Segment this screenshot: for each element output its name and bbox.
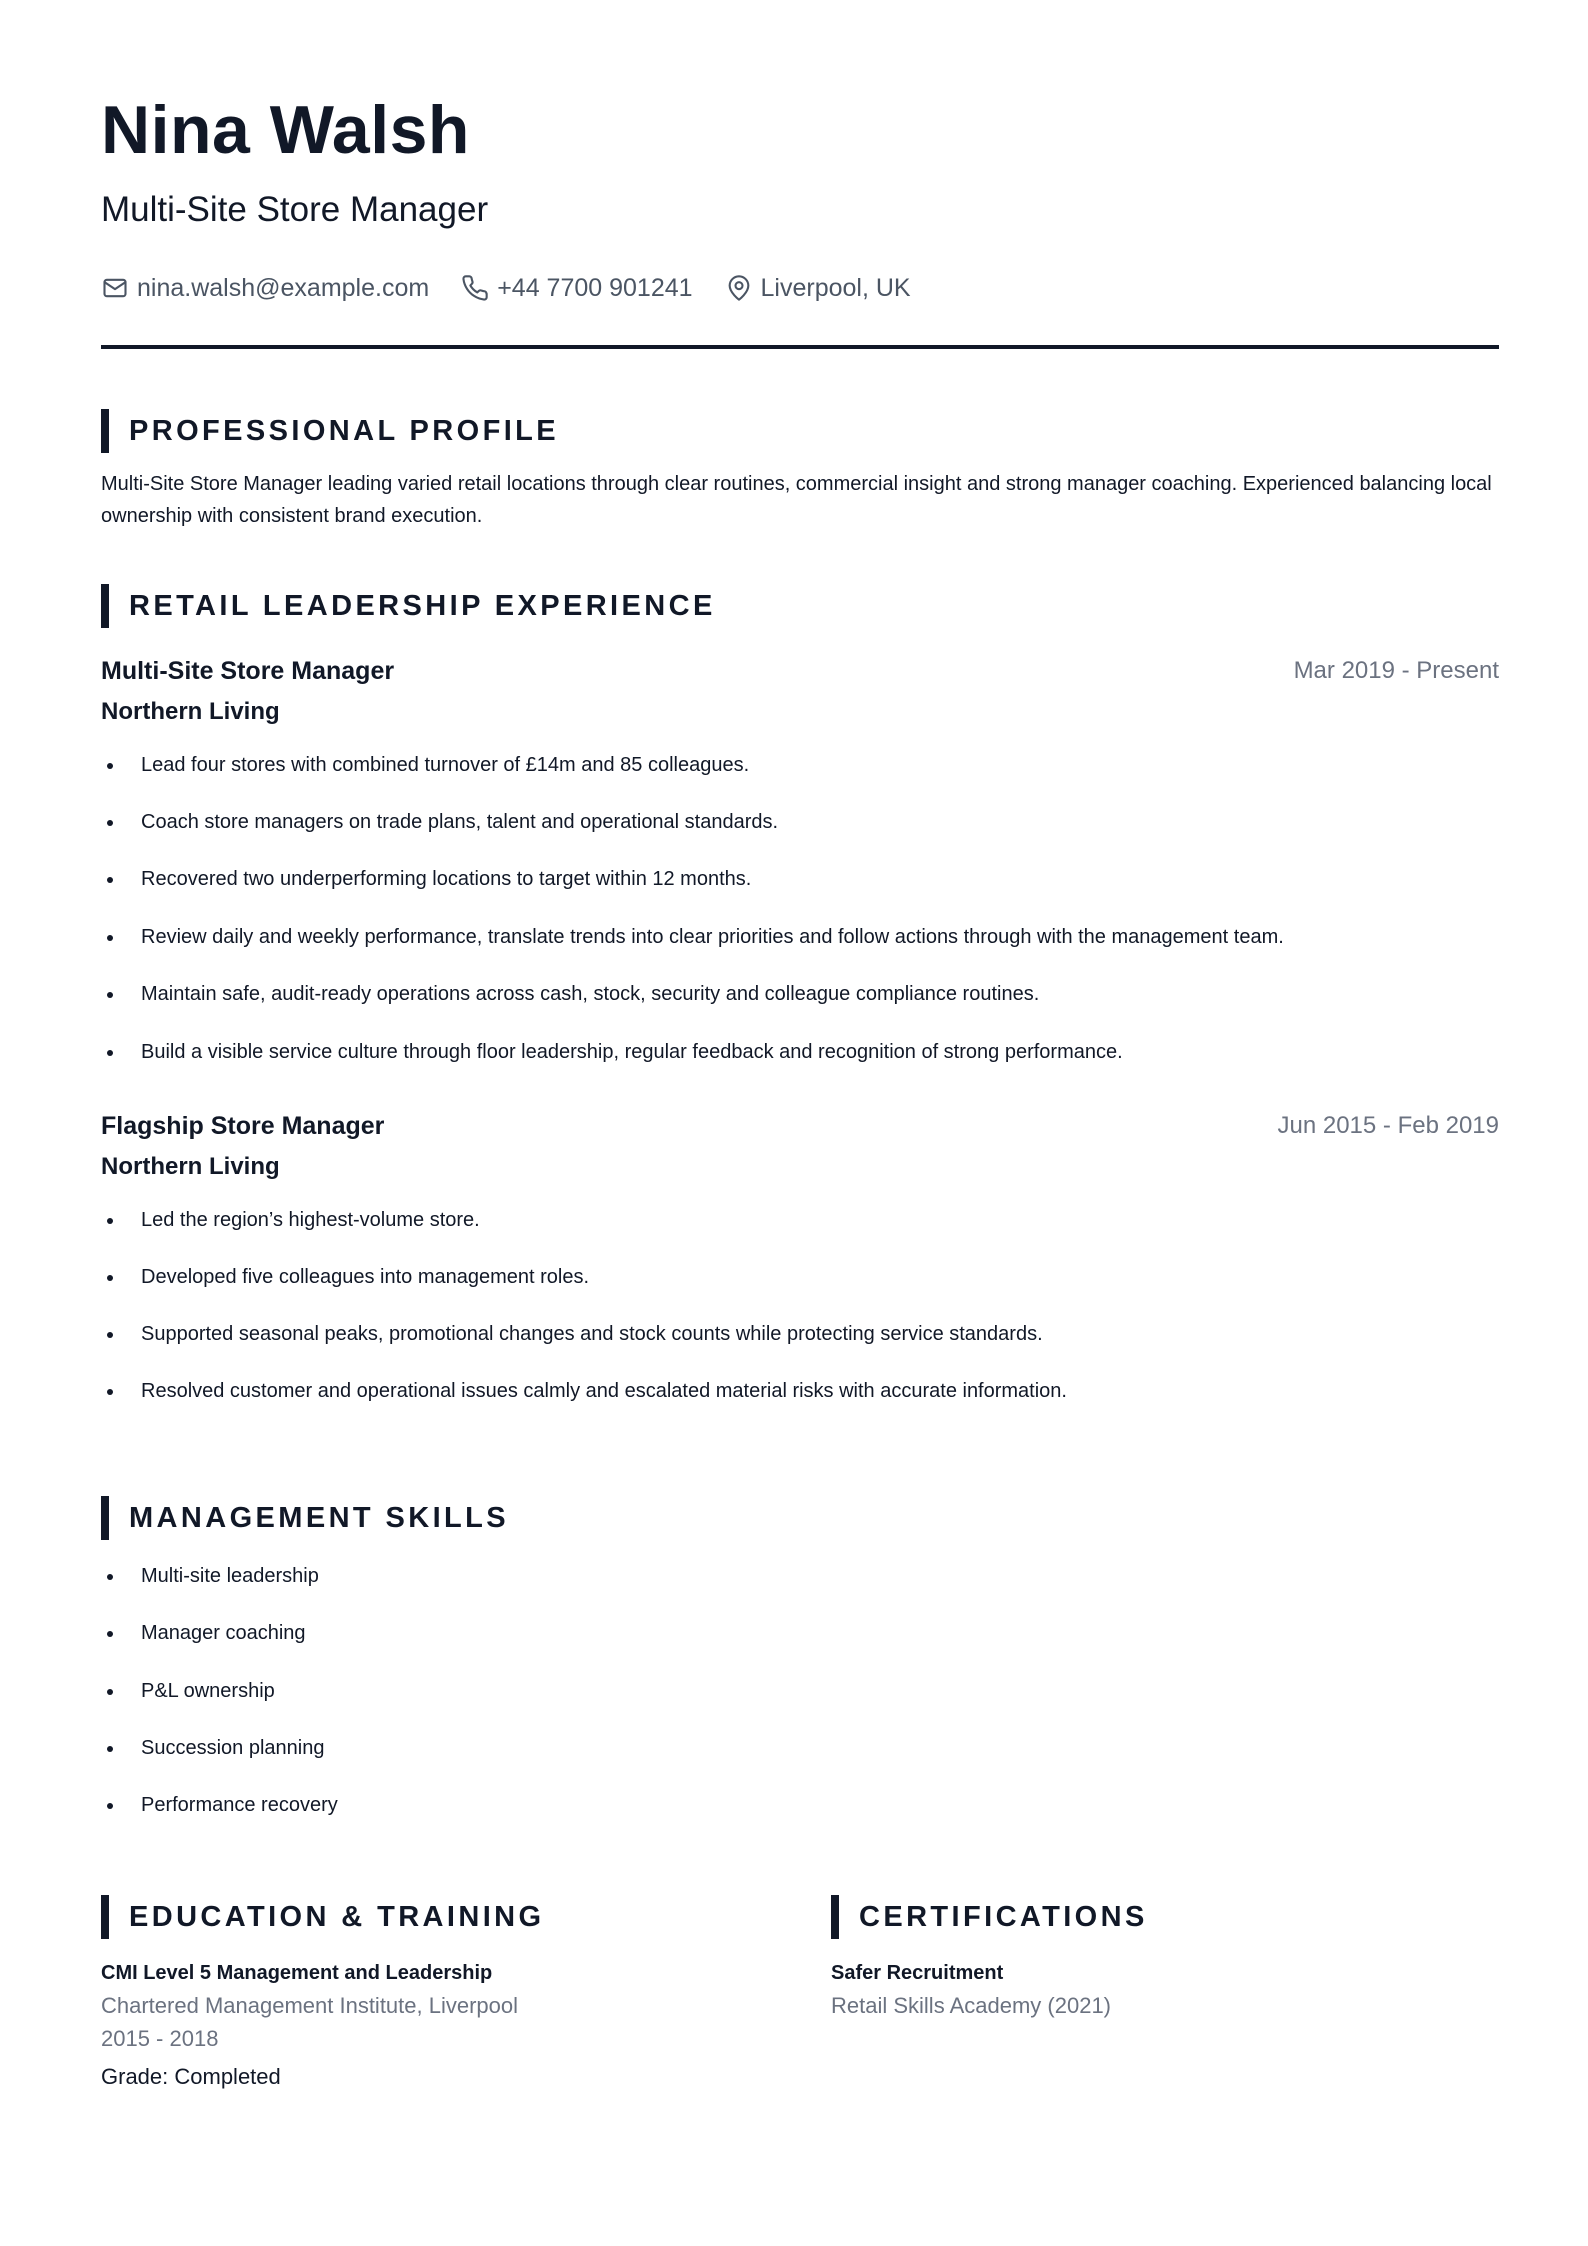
section-accent-bar — [101, 584, 109, 628]
education-degree: CMI Level 5 Management and Leadership — [101, 1962, 493, 1984]
section-title: MANAGEMENT SKILLS — [129, 1501, 510, 1534]
list-item: Review daily and weekly performance, translate trends into clear priorities and follow actions through with the management team. — [101, 923, 1284, 951]
phone-icon — [461, 274, 489, 302]
section-heading-experience — [101, 584, 716, 628]
section-title: RETAIL LEADERSHIP EXPERIENCE — [129, 589, 716, 622]
list-item: P&L ownership — [101, 1677, 275, 1705]
certification-name: Safer Recruitment — [831, 1962, 1004, 1984]
contact-phone[interactable] — [461, 272, 692, 304]
education-institution: Chartered Management Institute, Liverpool — [101, 1993, 519, 2018]
list-item: Succession planning — [101, 1734, 324, 1762]
list-item: Manager coaching — [101, 1619, 306, 1647]
contact-location — [725, 272, 911, 304]
job-dates: Mar 2019 - Present — [1293, 657, 1499, 684]
section-accent-bar — [831, 1895, 839, 1939]
section-heading-education — [101, 1895, 544, 1939]
job-title: Multi-Site Store Manager — [101, 657, 395, 685]
section-accent-bar — [101, 409, 109, 453]
list-item: Performance recovery — [101, 1791, 338, 1819]
phone-text: +44 7700 901241 — [497, 274, 693, 302]
mail-icon — [101, 274, 129, 302]
list-item: Resolved customer and operational issues calmly and escalated material risks with accurate information. — [101, 1377, 1067, 1405]
job-company: Northern Living — [101, 1153, 280, 1180]
list-item: Coach store managers on trade plans, talent and operational standards. — [101, 808, 778, 836]
list-item: Recovered two underperforming locations to target within 12 months. — [101, 865, 751, 893]
section-heading-profile — [101, 409, 559, 453]
profile-summary: Multi-Site Store Manager leading varied retail locations through clear routines, commercial insight and strong manager coaching. Experienced balancing local ownership with consistent brand execution. — [101, 473, 1492, 527]
education-grade: Grade: Completed — [101, 2064, 281, 2089]
section-title: EDUCATION & TRAINING — [129, 1900, 545, 1933]
list-item: Multi-site leadership — [101, 1562, 319, 1590]
section-accent-bar — [101, 1496, 109, 1540]
map-pin-icon — [725, 274, 753, 302]
list-item: Build a visible service culture through floor leadership, regular feedback and recognition of strong performance. — [101, 1038, 1123, 1066]
candidate-name: Nina Walsh — [101, 92, 470, 168]
list-item: Lead four stores with combined turnover of £14m and 85 colleagues. — [101, 751, 749, 779]
section-title: CERTIFICATIONS — [859, 1900, 1148, 1933]
section-title: PROFESSIONAL PROFILE — [129, 414, 560, 447]
email-text: nina.walsh@example.com — [137, 274, 430, 302]
section-heading-certifications — [831, 1895, 1148, 1939]
section-accent-bar — [101, 1895, 109, 1939]
candidate-headline: Multi-Site Store Manager — [101, 190, 489, 229]
job-title: Flagship Store Manager — [101, 1112, 385, 1140]
list-item: Maintain safe, audit-ready operations across cash, stock, security and colleague compliance routines. — [101, 980, 1039, 1008]
contact-row — [101, 272, 943, 304]
list-item: Supported seasonal peaks, promotional changes and stock counts while protecting service standards. — [101, 1320, 1043, 1348]
section-heading-skills — [101, 1496, 509, 1540]
certification-issuer: Retail Skills Academy (2021) — [831, 1993, 1112, 2018]
job-dates: Jun 2015 - Feb 2019 — [1277, 1112, 1499, 1139]
location-text: Liverpool, UK — [760, 274, 911, 302]
list-item: Developed five colleagues into management roles. — [101, 1263, 589, 1291]
header-divider — [101, 345, 1499, 349]
list-item: Led the region’s highest-volume store. — [101, 1206, 480, 1234]
contact-email[interactable] — [101, 272, 429, 304]
job-company: Northern Living — [101, 698, 280, 725]
education-years: 2015 - 2018 — [101, 2026, 219, 2051]
